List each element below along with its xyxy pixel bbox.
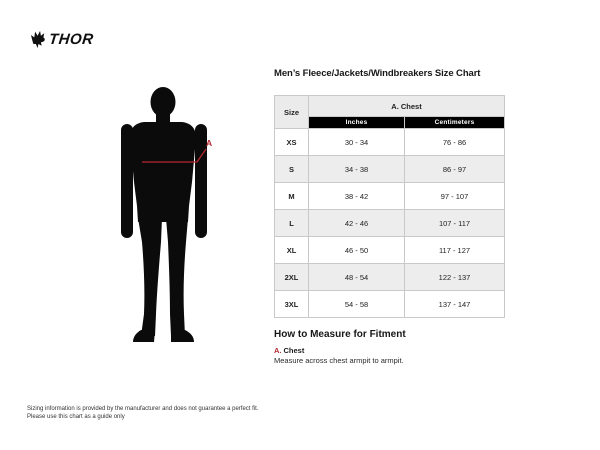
size-cell: L — [275, 210, 309, 237]
footer-note-line2: Please use this chart as a guide only — [27, 414, 125, 420]
measure-guide-heading: How to Measure for Fitment — [274, 329, 406, 340]
brand-logo — [30, 30, 94, 49]
figure-silhouette — [118, 86, 213, 354]
size-cell: 2XL — [275, 264, 309, 291]
thor-helmet-icon — [30, 30, 46, 49]
footer-disclaimer — [27, 405, 258, 421]
cm-cell: 117 - 127 — [405, 237, 505, 264]
measure-item-letter: A. — [274, 346, 282, 355]
column-header-inches: Inches — [309, 117, 405, 129]
cm-cell: 76 - 86 — [405, 129, 505, 156]
brand-logo-text: THOR — [48, 31, 95, 48]
table-row — [275, 264, 505, 291]
cm-cell: 137 - 147 — [405, 291, 505, 318]
size-cell: XL — [275, 237, 309, 264]
inches-cell: 42 - 46 — [309, 210, 405, 237]
measure-item-name: Chest — [283, 346, 305, 355]
table-row — [275, 210, 505, 237]
inches-cell: 34 - 38 — [309, 156, 405, 183]
size-cell: 3XL — [275, 291, 309, 318]
silhouette-graphic — [118, 86, 213, 354]
cm-cell: 122 - 137 — [405, 264, 505, 291]
inches-cell: 30 - 34 — [309, 129, 405, 156]
size-chart-title: Men’s Fleece/Jackets/Windbreakers Size Chart — [274, 68, 481, 79]
measure-item-description: Measure across chest armpit to armpit. — [274, 356, 404, 365]
cm-cell: 107 - 117 — [405, 210, 505, 237]
inches-cell: 38 - 42 — [309, 183, 405, 210]
table-row — [275, 237, 505, 264]
footer-note-line1: Sizing information is provided by the manufacturer and does not guarantee a perfect fit. — [27, 406, 259, 412]
table-row — [275, 129, 505, 156]
cm-cell: 86 - 97 — [405, 156, 505, 183]
column-header-size: Size — [275, 96, 309, 129]
inches-cell: 46 - 50 — [309, 237, 405, 264]
size-cell: S — [275, 156, 309, 183]
inches-cell: 48 - 54 — [309, 264, 405, 291]
table-row — [275, 291, 505, 318]
inches-cell: 54 - 58 — [309, 291, 405, 318]
measure-item-chest — [274, 346, 304, 355]
size-cell: XS — [275, 129, 309, 156]
column-header-chest-group: A. Chest — [309, 96, 505, 117]
cm-cell: 97 - 107 — [405, 183, 505, 210]
size-cell: M — [275, 183, 309, 210]
column-header-centimeters: Centimeters — [405, 117, 505, 129]
table-row — [275, 156, 505, 183]
measure-marker-a: A — [206, 138, 213, 148]
table-row — [275, 183, 505, 210]
size-chart-table — [274, 95, 505, 318]
